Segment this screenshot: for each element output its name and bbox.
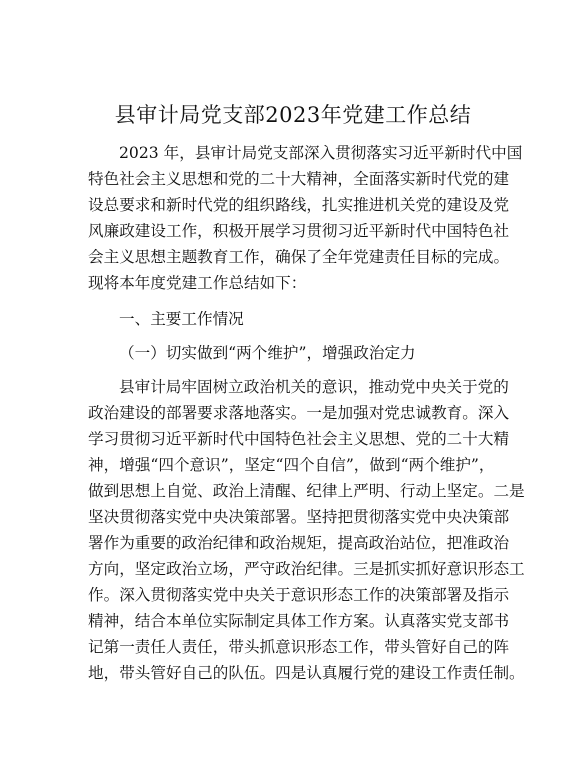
paragraph-line-8: 政治建设的部署要求落地落实。一是加强对党忠诚教育。深入: [88, 404, 510, 422]
paragraph-line-7: 县审计局牢固树立政治机关的意识，推动党中央关于党的: [119, 378, 509, 396]
paragraph-line-18: 地，带头管好自己的队伍。四是认真履行党的建设工作责任制。: [88, 664, 525, 682]
paragraph-line-3: 设总要求和新时代党的组织路线，扎实推进机关党的建设及党: [88, 196, 510, 214]
paragraph-line-2: 特色社会主义思想和党的二十大精神，全面落实新时代党的建: [88, 170, 510, 188]
paragraph-line-14: 方向，坚定政治立场，严守政治纪律。三是抓实抓好意识形态工: [88, 560, 525, 578]
paragraph-line-1: 2023 年，县审计局党支部深入贯彻落实习近平新时代中国: [119, 144, 523, 162]
section-heading: 一、主要工作情况: [119, 310, 244, 328]
paragraph-line-17: 记第一责任人责任，带头抓意识形态工作，带头管好自己的阵: [88, 638, 510, 656]
paragraph-line-10: 神，增强“四个意识”，坚定“四个自信”，做到“两个维护”，: [88, 456, 495, 474]
paragraph-line-11: 做到思想上自觉、政治上清醒、纪律上严明、行动上坚定。二是: [88, 482, 525, 500]
paragraph-line-13: 署作为重要的政治纪律和政治规矩，提高政治站位，把准政治: [88, 534, 510, 552]
paragraph-line-16: 精神，结合本单位实际制定具体工作方案。认真落实党支部书: [88, 612, 510, 630]
document-title: 县审计局党支部2023年党建工作总结: [114, 103, 472, 127]
paragraph-line-15: 作。深入贯彻落实党中央关于意识形态工作的决策部署及指示: [88, 586, 510, 604]
paragraph-line-9: 学习贯彻习近平新时代中国特色社会主义思想、党的二十大精: [88, 430, 510, 448]
paragraph-line-5: 会主义思想主题教育工作，确保了全年党建责任目标的完成。: [88, 248, 510, 266]
paragraph-line-4: 风廉政建设工作，积极开展学习贯彻习近平新时代中国特色社: [88, 222, 510, 240]
subsection-heading: （一）切实做到“两个维护”，增强政治定力: [119, 344, 416, 362]
paragraph-line-6: 现将本年度党建工作总结如下：: [88, 274, 307, 292]
paragraph-line-12: 坚决贯彻落实党中央决策部署。坚持把贯彻落实党中央决策部: [88, 508, 510, 526]
